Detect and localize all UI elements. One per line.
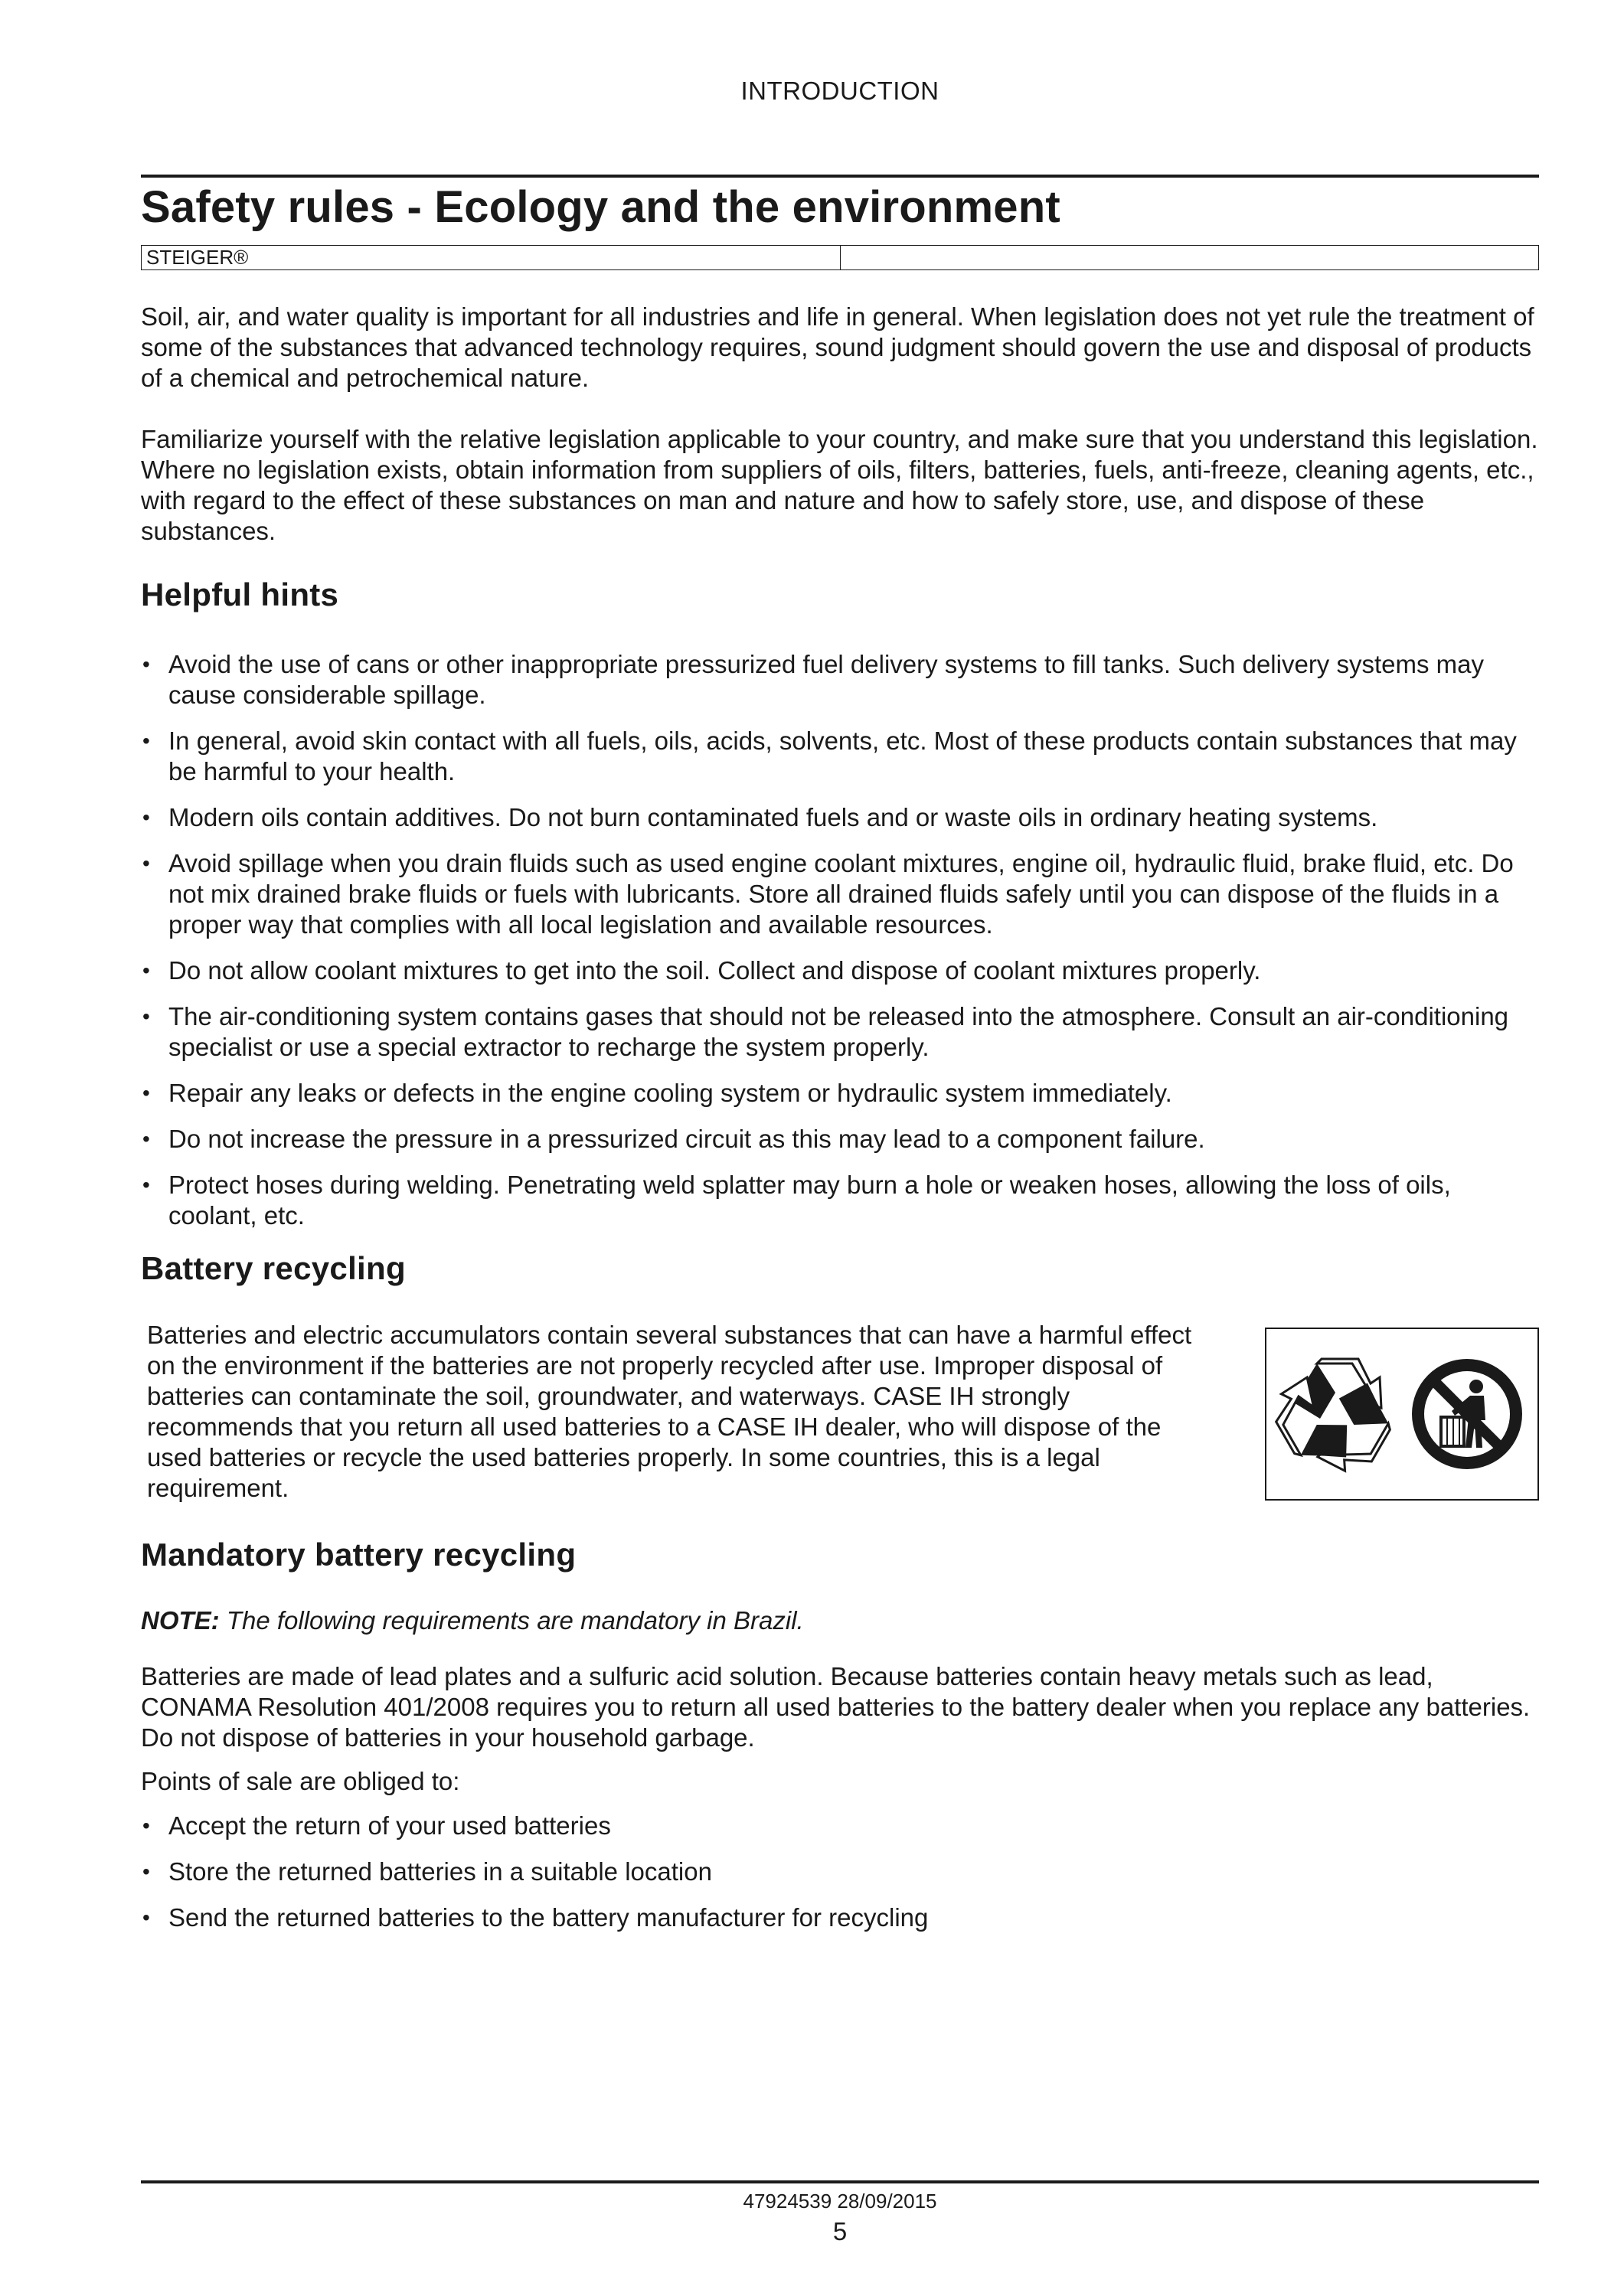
list-item: • In general, avoid skin contact with all fuels, oils, acids, solvents, etc. Most of these products contain substances that may be harmful to your health. [141,726,1539,787]
note-text: The following requirements are mandatory in Brazil. [226,1606,804,1635]
battery-recycling-figure [1265,1328,1539,1501]
mandatory-recycling-heading: Mandatory battery recycling [141,1537,577,1573]
battery-recycling-heading: Battery recycling [141,1250,406,1286]
running-header: INTRODUCTION [740,77,939,105]
list-item: • Do not allow coolant mixtures to get into the soil. Collect and dispose of coolant mixtures properly. [141,955,1539,986]
intro-paragraph-1: Soil, air, and water quality is important for all industries and life in general. When legislation does not yet rule the treatment of some of the substances that advanced technology requires, sound judgment should govern the use and disposal of products of a chemical and petrochemical nature. [141,302,1534,392]
battery-recycling-text: Batteries and electric accumulators contain several substances that can have a harmful effect on the environment if the batteries are not properly recycled after use. Improper disposal of batteries can contaminate the soil, groundwater, and waterways. CASE IH strongly recommends that you return all used batteries to a CASE IH dealer, who will dispose of the used batteries or recycle the used batteries properly. In some countries, this is a legal requirement. [147,1321,1192,1502]
model-name: STEIGER® [146,246,249,269]
page-number: 5 [832,2217,848,2245]
intro-paragraph-2: Familiarize yourself with the relative legislation applicable to your country, and make sure that you understand this legislation. Where no legislation exists, obtain information from suppliers of oils, filters, batteries, fuels, anti-freeze, cleaning agents, etc., with regard to the effect of these substances on man and nature and how to safely store, use, and dispose of these substances. [141,425,1538,545]
page-title: Safety rules - Ecology and the environment [141,182,1060,232]
list-item: • Avoid spillage when you drain fluids such as used engine coolant mixtures, engine oil, hydraulic fluid, brake fluid, etc. Do not mix drained brake fluids or fuels with lubricants. Store all drained fluids safely until you can dispose of the fluids in a proper way that complies with all local legislation and available resources. [141,848,1539,940]
document-code: 47924539 28/09/2015 [743,2190,937,2213]
points-of-sale-list [141,1811,1539,1948]
list-item: • Avoid the use of cans or other inappropriate pressurized fuel delivery systems to fill tanks. Such delivery systems may cause considerable spillage. [141,649,1539,710]
helpful-hints-heading: Helpful hints [141,576,339,612]
list-item: • Modern oils contain additives. Do not burn contaminated fuels and or waste oils in ordinary heating systems. [141,802,1539,833]
list-item: • Do not increase the pressure in a pressurized circuit as this may lead to a component failure. [141,1124,1539,1155]
note [141,1606,804,1635]
list-item: • The air-conditioning system contains gases that should not be released into the atmosphere. Consult an air-conditioning specialist or use a special extractor to recharge the system properly. [141,1001,1539,1063]
list-item: • Accept the return of your used batteries [141,1811,1539,1841]
points-of-sale-intro: Points of sale are obliged to: [141,1767,460,1795]
header-rule [141,175,1539,178]
recycle-symbol-icon [1266,1359,1404,1481]
mandatory-paragraph: Batteries are made of lead plates and a sulfuric acid solution. Because batteries contain heavy metals such as lead, CONAMA Resolution 401/2008 requires you to return all used batteries to the battery dealer when you replace any batteries. Do not dispose of batteries in your household garbage. [141,1662,1531,1752]
model-secondary [840,246,1538,269]
list-item: • Send the returned batteries to the battery manufacturer for recycling [141,1902,1539,1933]
list-item: • Store the returned batteries in a suitable location [141,1857,1539,1887]
list-item: • Protect hoses during welding. Penetrating weld splatter may burn a hole or weaken hoses, allowing the loss of oils, coolant, etc. [141,1170,1539,1231]
list-item: • Repair any leaks or defects in the engine cooling system or hydraulic system immediately. [141,1078,1539,1109]
model-applicability-box [141,245,1539,270]
helpful-hints-list [141,649,1539,1246]
note-label: NOTE: [141,1606,220,1635]
no-littering-icon [1412,1359,1522,1469]
footer-rule [141,2180,1539,2183]
